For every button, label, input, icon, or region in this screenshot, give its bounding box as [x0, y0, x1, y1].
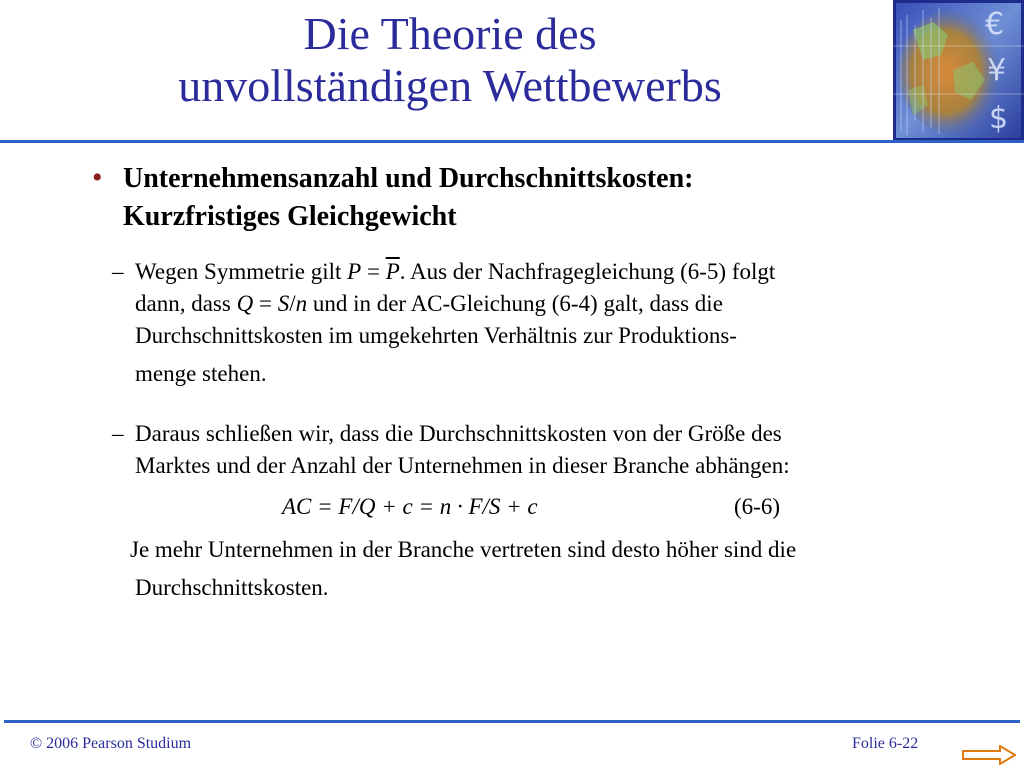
- p3-line-2: Durchschnittskosten.: [135, 575, 329, 600]
- footer-divider: [4, 720, 1020, 723]
- p1-line-1: Wegen Symmetrie gilt $P = \overline{P}$. Aus der Nachfragegleichung (6-5) folgt: [135, 259, 776, 284]
- p1-line-2: dann, dass Q = S/n und in der AC-Gleichung (6-4) galt, dass die: [135, 291, 723, 316]
- paragraph-summary: [130, 534, 796, 604]
- next-slide-arrow-icon[interactable]: [962, 745, 1016, 765]
- p3-line-1: Je mehr Unternehmen in der Branche vertreten sind desto höher sind die: [130, 537, 797, 562]
- currency-globe-logo-icon: [893, 0, 1024, 141]
- paragraph-conclusion: [135, 418, 790, 482]
- equation-formula: AC = F/Q + c = n · F/S + c: [282, 494, 538, 519]
- title-line-2: unvollständigen Wettbewerbs: [178, 60, 722, 111]
- p2-line-1: Daraus schließen wir, dass die Durchschnittskosten von der Größe des: [135, 421, 782, 446]
- dash-icon: –: [112, 259, 124, 284]
- slide-number: Folie 6-22: [852, 735, 919, 752]
- title-divider: [0, 140, 1024, 143]
- section-heading: [123, 160, 693, 236]
- svg-text:€: €: [985, 7, 1005, 42]
- copyright-text: © 2006 Pearson Studium: [30, 735, 192, 752]
- svg-text:¥: ¥: [987, 53, 1007, 88]
- p1-line-4: menge stehen.: [135, 361, 267, 386]
- slide-title: [60, 8, 840, 112]
- heading-line-2: Kurzfristiges Gleichgewicht: [123, 201, 457, 232]
- title-line-1: Die Theorie des: [303, 8, 597, 59]
- svg-text:$: $: [989, 101, 1009, 136]
- heading-line-1: Unternehmensanzahl und Durchschnittskosten:: [123, 163, 694, 194]
- p2-line-2: Marktes und der Anzahl der Unternehmen in dieser Branche abhängen:: [135, 453, 790, 478]
- bullet-icon: •: [92, 161, 103, 194]
- paragraph-symmetry: [135, 256, 775, 390]
- p1-line-3: Durchschnittskosten im umgekehrten Verhältnis zur Produktions-: [135, 323, 737, 348]
- equation-number: (6-6): [734, 494, 780, 519]
- dash-icon: –: [112, 421, 124, 446]
